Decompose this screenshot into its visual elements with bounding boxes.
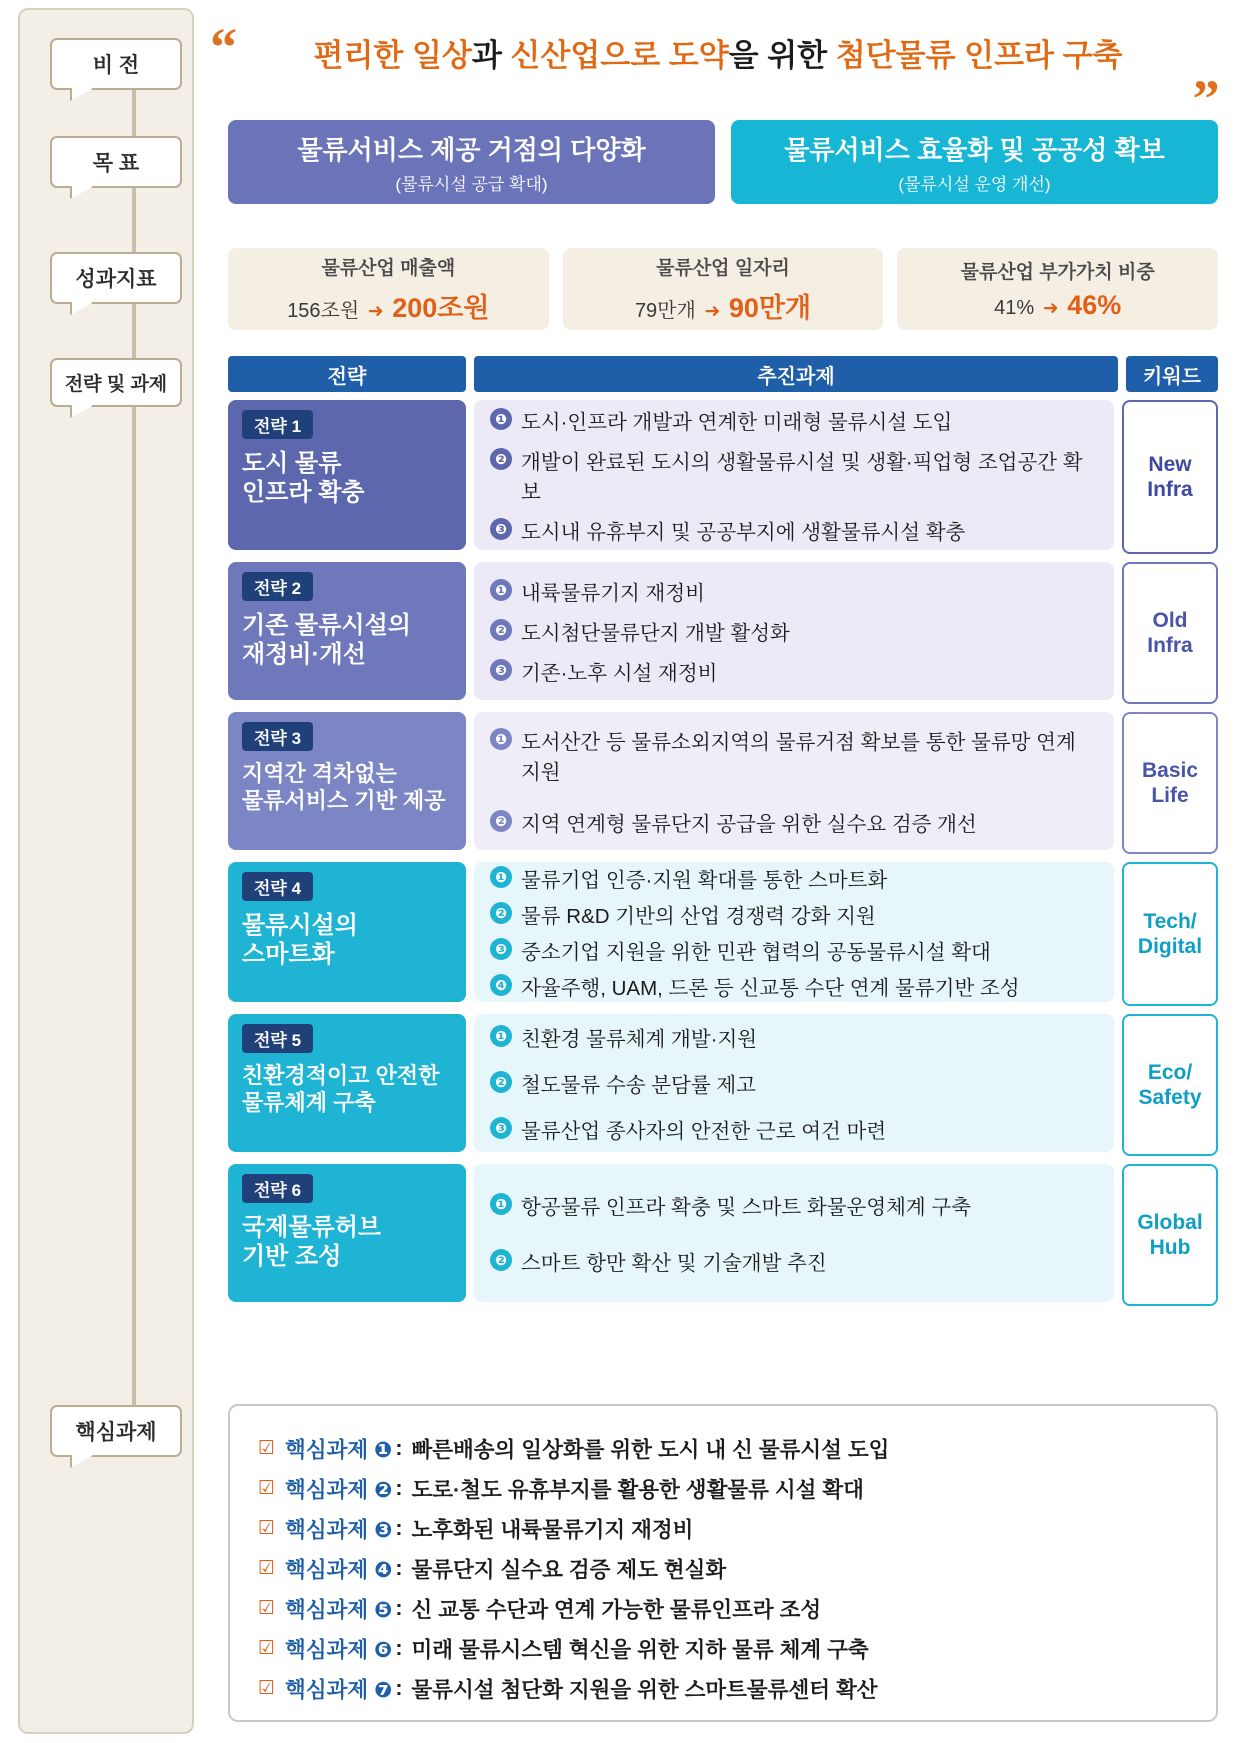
task-item xyxy=(490,515,1098,545)
strategy-cell-6 xyxy=(228,1164,466,1302)
strategy-name-line: 기존 물류시설의 xyxy=(242,612,411,639)
rail-label-vision: 비 전 xyxy=(92,54,140,77)
keyword-line: Safety xyxy=(1138,1086,1202,1109)
strategy-name-line: 국제물류허브 xyxy=(242,1214,382,1241)
vision-part-2: 과 xyxy=(471,38,511,73)
core-task-text: 미래 물류시스템 혁신을 위한 지하 물류 체계 구축 xyxy=(411,1638,869,1662)
kpi-title-2: 물류산업 일자리 xyxy=(656,258,790,279)
task-number-icon: ❷ xyxy=(490,810,512,832)
kpi-from-2: 79만개 xyxy=(634,300,696,322)
strategy-cell-4 xyxy=(228,862,466,1002)
task-number-icon: ❸ xyxy=(490,518,512,540)
header-tasks: 추진과제 xyxy=(474,356,1118,392)
keyword-line: Eco/ xyxy=(1147,1060,1193,1084)
goal-card-1 xyxy=(228,120,715,204)
kpi-to-3: 46% xyxy=(1067,290,1122,320)
task-item xyxy=(490,656,1098,686)
rail-label-kpi: 성과지표 xyxy=(75,268,157,291)
core-task-colon: : xyxy=(395,1676,403,1700)
core-task-row xyxy=(258,1593,1188,1624)
keyword-cell-3 xyxy=(1122,712,1218,854)
task-text: 내륙물류기지 재정비 xyxy=(521,582,705,605)
core-task-label: 핵심과제 ❶ xyxy=(285,1438,393,1462)
goal-sub-2: (물류시설 운영 개선) xyxy=(898,174,1051,194)
rail-tail xyxy=(70,88,94,101)
strategy-badge-6: 전략 6 xyxy=(242,1174,313,1203)
task-item xyxy=(490,405,1098,435)
keyword-cell-2 xyxy=(1122,562,1218,704)
strategy-name-line: 물류시설의 xyxy=(242,912,358,939)
task-text: 도시내 유휴부지 및 공공부지에 생활물류시설 확충 xyxy=(521,521,966,544)
goal-title-2: 물류서비스 효율화 및 공공성 확보 xyxy=(784,134,1165,165)
task-item xyxy=(490,1246,1098,1276)
task-text: 지역 연계형 물류단지 공급을 위한 실수요 검증 개선 xyxy=(521,813,977,836)
keyword-line: Infra xyxy=(1147,478,1193,501)
task-item xyxy=(490,863,1098,893)
quote-close-icon: „ xyxy=(1193,41,1220,101)
task-item xyxy=(490,807,1098,837)
task-number-icon: ❹ xyxy=(490,974,512,996)
strategy-cell-3 xyxy=(228,712,466,850)
core-task-row xyxy=(258,1673,1188,1704)
rail-tail xyxy=(70,186,94,199)
task-text: 친환경 물류체계 개발·지원 xyxy=(521,1028,758,1051)
core-task-colon: : xyxy=(395,1596,403,1620)
check-icon: ☑ xyxy=(258,1598,276,1619)
task-item xyxy=(490,899,1098,929)
strategy-name-line: 스마트화 xyxy=(242,941,335,969)
keyword-line: Global xyxy=(1137,1210,1203,1234)
core-task-text: 빠른배송의 일상화를 위한 도시 내 신 물류시설 도입 xyxy=(411,1438,890,1462)
core-task-text: 노후화된 내륙물류기지 재정비 xyxy=(411,1518,694,1542)
core-task-label: 핵심과제 ❸ xyxy=(285,1518,393,1542)
quote-open-icon: “ xyxy=(210,17,237,77)
kpi-from-1: 156조원 xyxy=(287,300,360,322)
keyword-line: Basic xyxy=(1141,758,1199,782)
kpi-card-3 xyxy=(897,248,1218,330)
rail-tail xyxy=(70,1455,94,1468)
core-task-colon: : xyxy=(395,1436,403,1460)
kpi-title-1: 물류산업 매출액 xyxy=(321,258,456,279)
tasks-cell-4 xyxy=(474,862,1114,1002)
core-task-label: 핵심과제 ❼ xyxy=(285,1678,393,1702)
task-number-icon: ❶ xyxy=(490,1025,512,1047)
task-text: 자율주행, UAM, 드론 등 신교통 수단 연계 물류기반 조성 xyxy=(521,977,1020,1000)
strategy-name-3 xyxy=(242,761,452,815)
core-task-text: 신 교통 수단과 연계 가능한 물류인프라 조성 xyxy=(411,1598,822,1622)
table-row xyxy=(228,562,1218,704)
kpi-value-2 xyxy=(563,286,884,325)
kpi-card-1 xyxy=(228,248,549,330)
core-task-row xyxy=(258,1513,1188,1544)
rail-item-strategy xyxy=(50,358,182,407)
strategy-badge-2: 전략 2 xyxy=(242,572,313,601)
task-text: 개발이 완료된 도시의 생활물류시설 및 생활·픽업형 조업공간 확보 xyxy=(521,451,1083,504)
goal-title-1: 물류서비스 제공 거점의 다양화 xyxy=(297,134,646,165)
kpi-value-3 xyxy=(897,290,1218,321)
goal-sub-1: (물류시설 공급 확대) xyxy=(395,174,548,194)
rail-label-core: 핵심과제 xyxy=(75,1421,157,1444)
rail-item-vision xyxy=(50,38,182,90)
core-task-row xyxy=(258,1633,1188,1664)
table-row xyxy=(228,712,1218,854)
task-text: 기존·노후 시설 재정비 xyxy=(521,662,718,685)
core-tasks-panel xyxy=(228,1404,1218,1722)
kpi-card-2 xyxy=(563,248,884,330)
rail-label-goal: 목 표 xyxy=(92,152,140,175)
core-task-colon: : xyxy=(395,1516,403,1540)
check-icon: ☑ xyxy=(258,1558,276,1579)
core-task-row xyxy=(258,1473,1188,1504)
task-number-icon: ❸ xyxy=(490,659,512,681)
task-number-icon: ❶ xyxy=(490,728,512,750)
rail-label-strategy: 전략 및 과제 xyxy=(64,374,168,395)
core-task-label: 핵심과제 ❹ xyxy=(285,1558,393,1582)
task-number-icon: ❶ xyxy=(490,866,512,888)
core-task-row xyxy=(258,1553,1188,1584)
keyword-cell-6 xyxy=(1122,1164,1218,1306)
strategy-name-1 xyxy=(242,449,452,508)
keyword-line: Life xyxy=(1151,784,1189,807)
vision-part-3: 신산업으로 도약 xyxy=(510,38,729,73)
task-number-icon: ❷ xyxy=(490,1071,512,1093)
keyword-line: Old xyxy=(1152,608,1188,632)
keyword-cell-1 xyxy=(1122,400,1218,554)
core-task-text: 물류단지 실수요 검증 제도 현실화 xyxy=(411,1558,727,1582)
check-icon: ☑ xyxy=(258,1678,276,1699)
task-item xyxy=(490,725,1098,785)
header-keyword: 키워드 xyxy=(1126,356,1218,392)
core-task-text: 도로·철도 유휴부지를 활용한 생활물류 시설 확대 xyxy=(411,1478,864,1502)
core-task-label: 핵심과제 ❷ xyxy=(285,1478,393,1502)
task-number-icon: ❷ xyxy=(490,448,512,470)
task-number-icon: ❶ xyxy=(490,579,512,601)
strategy-table xyxy=(228,356,1218,1306)
strategy-name-6 xyxy=(242,1213,452,1272)
vision-part-4: 을 위한 xyxy=(728,38,836,73)
task-number-icon: ❶ xyxy=(490,1193,512,1215)
core-task-text: 물류시설 첨단화 지원을 위한 스마트물류센터 확산 xyxy=(411,1678,878,1702)
header-strategy: 전략 xyxy=(228,356,466,392)
task-item xyxy=(490,1068,1098,1098)
rail-item-goal xyxy=(50,136,182,188)
strategy-name-line: 지역간 격차없는 xyxy=(242,761,397,786)
table-header-row xyxy=(228,356,1218,392)
vision-banner xyxy=(210,14,1220,101)
kpi-row xyxy=(228,248,1218,330)
task-number-icon: ❸ xyxy=(490,938,512,960)
task-text: 도서산간 등 물류소외지역의 물류거점 확보를 통한 물류망 연계 지원 xyxy=(521,731,1076,784)
vision-text xyxy=(246,30,1190,75)
goals-row xyxy=(228,120,1218,204)
keyword-line: Digital xyxy=(1137,935,1203,958)
core-task-label: 핵심과제 ❻ xyxy=(285,1638,393,1662)
core-task-label: 핵심과제 ❺ xyxy=(285,1598,393,1622)
keyword-line: Tech/ xyxy=(1143,909,1197,933)
task-item xyxy=(490,971,1098,1001)
tasks-cell-1 xyxy=(474,400,1114,550)
task-text: 도시첨단물류단지 개발 활성화 xyxy=(521,622,790,645)
arrow-right-icon: ➜ xyxy=(704,301,721,322)
task-text: 물류기업 인증·지원 확대를 통한 스마트화 xyxy=(521,869,888,892)
strategy-badge-4: 전략 4 xyxy=(242,872,313,901)
strategy-name-2 xyxy=(242,611,452,670)
strategy-name-5 xyxy=(242,1063,452,1117)
left-rail xyxy=(18,8,194,1734)
task-item xyxy=(490,1190,1098,1220)
keyword-cell-5 xyxy=(1122,1014,1218,1156)
task-number-icon: ❶ xyxy=(490,408,512,430)
check-icon: ☑ xyxy=(258,1438,276,1459)
task-item xyxy=(490,576,1098,606)
strategy-name-4 xyxy=(242,911,452,970)
strategy-badge-1: 전략 1 xyxy=(242,410,313,439)
strategy-badge-3: 전략 3 xyxy=(242,722,313,751)
task-number-icon: ❷ xyxy=(490,619,512,641)
strategy-badge-5: 전략 5 xyxy=(242,1024,313,1053)
rail-tail xyxy=(70,405,94,418)
task-item xyxy=(490,1114,1098,1144)
task-text: 중소기업 지원을 위한 민관 협력의 공동물류시설 확대 xyxy=(521,941,991,964)
task-text: 물류산업 종사자의 안전한 근로 여건 마련 xyxy=(521,1120,887,1143)
keyword-line: New xyxy=(1148,452,1192,476)
kpi-title-3: 물류산업 부가가치 비중 xyxy=(960,262,1155,283)
task-number-icon: ❷ xyxy=(490,902,512,924)
table-row xyxy=(228,1164,1218,1306)
strategy-name-line: 도시 물류 xyxy=(242,450,342,477)
task-text: 물류 R&D 기반의 산업 경쟁력 강화 지원 xyxy=(521,905,876,928)
check-icon: ☑ xyxy=(258,1518,276,1539)
task-text: 스마트 항만 확산 및 기술개발 추진 xyxy=(521,1252,827,1275)
core-task-row xyxy=(258,1433,1188,1464)
strategy-cell-1 xyxy=(228,400,466,550)
strategy-name-line: 물류체계 구축 xyxy=(242,1089,376,1115)
vision-part-1: 편리한 일상 xyxy=(313,38,472,73)
task-item xyxy=(490,1022,1098,1052)
kpi-from-3: 41% xyxy=(994,297,1035,319)
table-row xyxy=(228,400,1218,554)
task-number-icon: ❸ xyxy=(490,1117,512,1139)
arrow-right-icon: ➜ xyxy=(1042,298,1059,319)
core-task-colon: : xyxy=(395,1636,403,1660)
keyword-cell-4 xyxy=(1122,862,1218,1006)
strategy-name-line: 인프라 확충 xyxy=(242,479,365,507)
tasks-cell-5 xyxy=(474,1014,1114,1152)
task-text: 철도물류 수송 분담률 제고 xyxy=(521,1074,756,1097)
rail-item-core xyxy=(50,1405,182,1457)
task-text: 항공물류 인프라 확충 및 스마트 화물운영체계 구축 xyxy=(521,1196,972,1219)
core-task-colon: : xyxy=(395,1556,403,1580)
task-number-icon: ❷ xyxy=(490,1249,512,1271)
strategy-name-line: 기반 조성 xyxy=(242,1243,342,1271)
strategy-name-line: 물류서비스 기반 제공 xyxy=(242,787,446,813)
tasks-cell-2 xyxy=(474,562,1114,700)
rail-tail xyxy=(70,302,94,315)
vision-part-5: 첨단물류 인프라 구축 xyxy=(835,38,1123,73)
kpi-to-2: 90만개 xyxy=(728,293,812,323)
keyword-line: Infra xyxy=(1147,634,1193,657)
strategy-name-line: 친환경적이고 안전한 xyxy=(242,1063,440,1088)
task-text: 도시·인프라 개발과 연계한 미래형 물류시설 도입 xyxy=(521,411,953,434)
strategy-cell-5 xyxy=(228,1014,466,1152)
task-item xyxy=(490,616,1098,646)
tasks-cell-3 xyxy=(474,712,1114,850)
rail-item-kpi xyxy=(50,252,182,304)
goal-card-2 xyxy=(731,120,1218,204)
task-item xyxy=(490,935,1098,965)
kpi-to-1: 200조원 xyxy=(392,293,490,323)
task-item xyxy=(490,445,1098,505)
kpi-value-1 xyxy=(228,286,549,325)
keyword-line: Hub xyxy=(1149,1236,1191,1259)
strategy-name-line: 재정비·개선 xyxy=(242,641,366,669)
tasks-cell-6 xyxy=(474,1164,1114,1302)
table-row xyxy=(228,862,1218,1006)
check-icon: ☑ xyxy=(258,1638,276,1659)
strategy-cell-2 xyxy=(228,562,466,700)
check-icon: ☑ xyxy=(258,1478,276,1499)
table-row xyxy=(228,1014,1218,1156)
core-task-colon: : xyxy=(395,1476,403,1500)
arrow-right-icon: ➜ xyxy=(367,301,384,322)
